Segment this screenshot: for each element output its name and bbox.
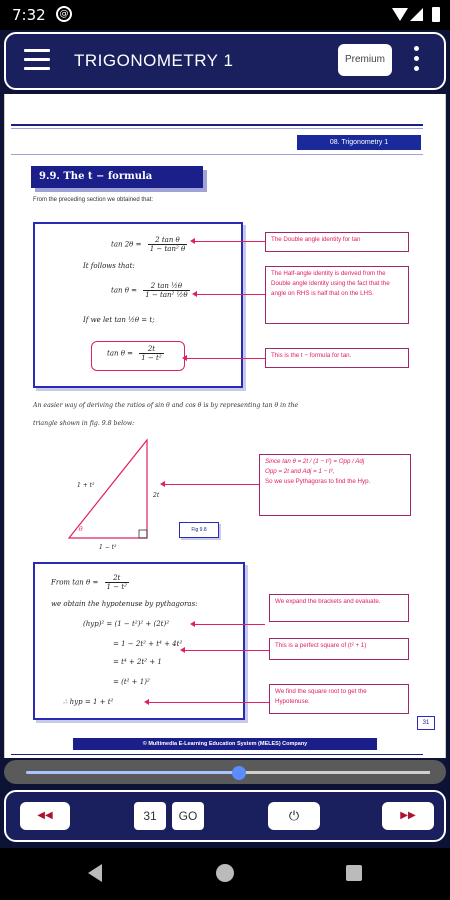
annotation-arrow <box>185 358 265 359</box>
go-button[interactable]: GO <box>172 802 204 830</box>
formula-box <box>33 222 243 388</box>
page-number: 31 <box>417 716 435 730</box>
footer-copyright: © Multimedia E-Learning Education System (MELES) Company <box>73 738 377 750</box>
follows-text: It follows that: <box>83 262 135 270</box>
annotation-arrow <box>163 484 259 485</box>
reader-controls <box>4 790 446 842</box>
back-icon[interactable] <box>88 864 102 882</box>
annotation-arrow <box>147 702 269 703</box>
page-seekbar[interactable] <box>4 760 446 784</box>
annotation-arrow <box>195 294 265 295</box>
half-angle-identity: tan θ = $\frac{\text{2 tan ½θ}}{\text{1 − tan² ½θ}}$ <box>111 282 188 299</box>
seekbar-track <box>240 771 430 774</box>
from-tan-text: From tan θ = $\frac{2t}{\text{1 − t²}}$ <box>51 574 127 591</box>
app-bar <box>4 32 446 90</box>
at-sign-icon: @ <box>56 6 72 22</box>
signal-icon <box>410 8 423 21</box>
divider <box>11 124 423 126</box>
home-icon[interactable] <box>216 864 234 882</box>
derivation-line: = 1 − 2t² + t⁴ + 4t² <box>113 640 183 648</box>
divider <box>11 754 423 755</box>
more-options-icon[interactable] <box>414 46 422 76</box>
clock: 7:32 <box>12 6 46 24</box>
obtain-text: we obtain the hypotenuse by pythagoras: <box>51 600 198 608</box>
derivation-line: (hyp)² = (1 − t²)² + (2t)² <box>83 620 170 628</box>
seekbar-thumb[interactable] <box>232 766 246 780</box>
annotation-note: We find the square root to get the Hypotenuse. <box>269 684 409 714</box>
section-heading: 9.9. The t − formula <box>31 166 203 188</box>
body-text: triangle shown in fig. 9.8 below: <box>33 420 135 427</box>
substitution-text: If we let tan ½θ = t; <box>83 316 155 324</box>
hamburger-menu-icon[interactable] <box>24 49 50 71</box>
system-nav-bar <box>0 848 450 900</box>
triangle-opp-label: 2t <box>153 492 160 499</box>
book-page[interactable] <box>4 94 446 758</box>
double-angle-identity: tan 2θ = $\frac{\text{2 tan θ}}{\text{1 − tan² θ}}$ <box>111 236 186 253</box>
recent-apps-icon[interactable] <box>346 865 362 881</box>
power-button[interactable]: ⏻ <box>268 802 320 830</box>
annotation-note: Since tan θ = 2t / (1 − t²) = Opp / Adj Opp = 2t and Adj = 1 − t², So we use Pythagoras to find the Hyp. <box>259 454 411 516</box>
derivation-line: ∴ hyp = 1 + t² <box>63 698 114 706</box>
next-page-button[interactable]: ▶▶ <box>382 802 434 830</box>
figure-label: Fig 9.8 <box>179 522 219 538</box>
annotation-arrow <box>193 624 265 625</box>
t-formula: tan θ = $\frac{2t}{\text{1 − t²}}$ <box>107 345 162 362</box>
triangle-angle-label: θ <box>79 526 83 533</box>
annotation-note: The Half-angle identity is derived from the Double angle identity using the fact that the angle on RHS is half that on the LHS. <box>265 266 409 324</box>
previous-page-button[interactable]: ◀◀ <box>20 802 70 830</box>
body-text: An easier way of deriving the ratios of sin θ and cos θ is by representing tan θ in the <box>33 402 299 409</box>
wifi-icon <box>392 8 408 21</box>
divider <box>11 128 423 129</box>
annotation-arrow <box>183 650 269 651</box>
derivation-line: = t⁴ + 2t² + 1 <box>113 658 162 666</box>
annotation-note: The Double angle identity for tan <box>265 232 409 252</box>
annotation-arrow <box>193 241 265 242</box>
intro-text: From the preceding section we obtained that: <box>33 197 154 203</box>
hypotenuse-derivation-box <box>33 562 245 720</box>
triangle-hyp-label: 1 + t² <box>77 482 95 489</box>
status-bar <box>0 0 450 30</box>
annotation-note: We expand the brackets and evaluate. <box>269 594 409 622</box>
triangle-adj-label: 1 − t² <box>99 544 117 551</box>
annotation-note: This is the t − formula for tan. <box>265 348 409 368</box>
annotation-note: This is a perfect square of (t² + 1) <box>269 638 409 660</box>
derivation-line: = (t² + 1)² <box>113 678 150 686</box>
premium-button[interactable]: Premium <box>338 44 392 76</box>
page-number-input[interactable]: 31 <box>134 802 166 830</box>
chapter-label: 08. Trigonometry 1 <box>297 135 421 150</box>
seekbar-progress <box>26 771 240 774</box>
battery-icon <box>432 7 440 22</box>
divider <box>11 154 423 155</box>
app-title: TRIGONOMETRY 1 <box>74 51 234 70</box>
